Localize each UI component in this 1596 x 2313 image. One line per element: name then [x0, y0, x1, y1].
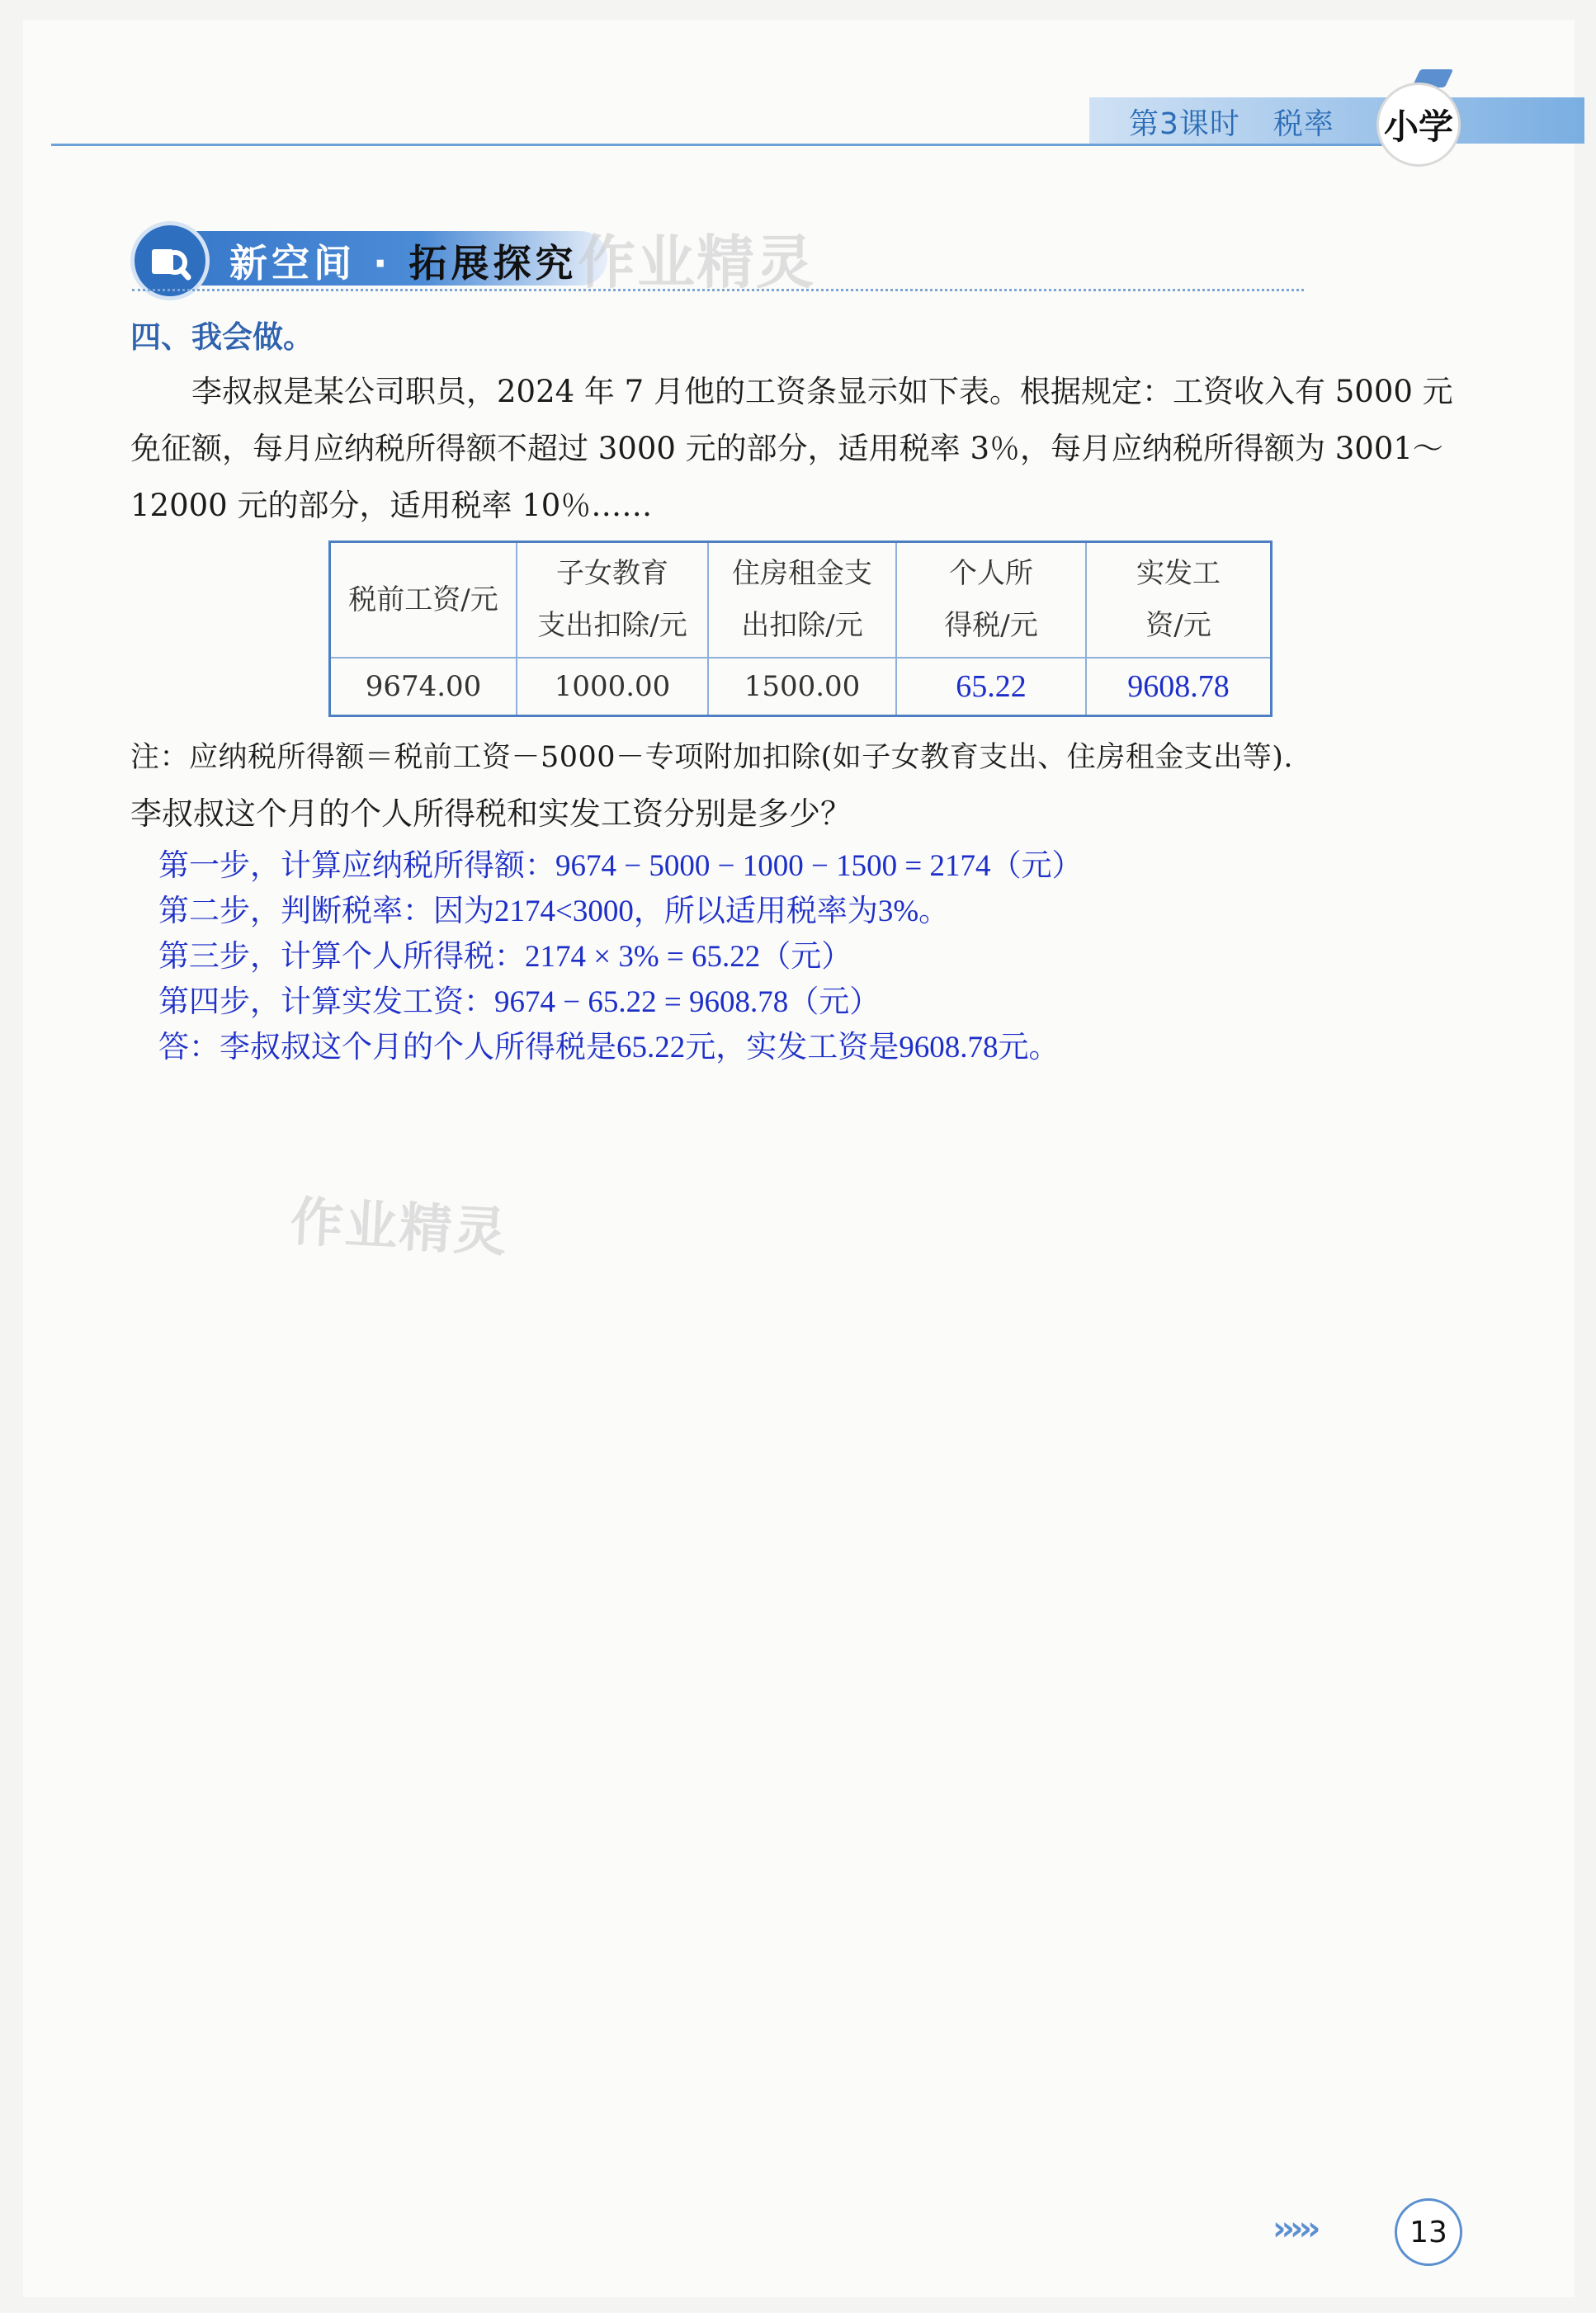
page	[23, 20, 1575, 2297]
cell-pretax: 9674.00	[330, 658, 517, 716]
paragraph-line: 免征额，每月应纳税所得额不超过 3000 元的部分，适用税率 3％，每月应纳税所得额为 3001～	[130, 431, 1443, 466]
table-row	[330, 658, 1272, 716]
solution-answer: 答：李叔叔这个月的个人所得税是65.22元，实发工资是9608.78元。	[158, 1031, 1060, 1064]
note-text: 注：应纳税所得额＝税前工资－5000－专项附加扣除(如子女教育支出、住房租金支出等).	[130, 741, 1294, 774]
paragraph-line: 李叔叔是某公司职员，2024 年 7 月他的工资条显示如下表。根据规定：工资收入有 5000 元	[191, 374, 1453, 409]
question-paragraph	[130, 363, 1484, 534]
question-prompt: 李叔叔这个月的个人所得税和实发工资分别是多少？	[130, 795, 852, 832]
cell-child-edu: 1000.00	[517, 658, 708, 716]
lesson-label: 第3课时	[1129, 107, 1240, 141]
cell-income-tax-answer: 65.22	[896, 658, 1086, 716]
watermark: 作业精灵	[288, 1192, 510, 1264]
level-badge: 小学	[1376, 83, 1461, 167]
solution-step: 第二步，判断税率：因为2174<3000，所以适用税率为3%。	[158, 895, 950, 928]
cell-net-salary-answer: 9608.78	[1086, 658, 1272, 716]
header-child-edu: 子女教育 支出扣除/元	[517, 542, 708, 658]
section-title	[229, 234, 578, 288]
section-title-sep: ·	[373, 241, 392, 286]
header-rent: 住房租金支 出扣除/元	[708, 542, 896, 658]
question-title: 四、我会做。	[130, 319, 314, 355]
chevrons-icon: ›››››	[1273, 2210, 1316, 2248]
header-rule	[51, 144, 1454, 146]
page-number: 13	[1395, 2198, 1462, 2266]
topic-label: 税率	[1273, 107, 1334, 141]
solution-step: 第四步，计算实发工资：9674 − 65.22 = 9608.78（元）	[158, 985, 881, 1019]
solution-step: 第三步，计算个人所得税：2174 × 3% = 65.22（元）	[158, 940, 852, 974]
section-title-part1: 新空间	[229, 241, 356, 286]
header-income-tax: 个人所 得税/元	[896, 542, 1086, 658]
table-header-row	[330, 542, 1272, 658]
salary-table	[328, 540, 1273, 717]
header-net-salary: 实发工 资/元	[1086, 542, 1272, 658]
section-title-part2: 拓展探究	[408, 241, 578, 286]
solution-step: 第一步，计算应纳税所得额：9674 − 5000 − 1000 − 1500 = 2174（元）	[158, 849, 1083, 883]
cell-rent: 1500.00	[708, 658, 896, 716]
dotted-divider	[132, 289, 1304, 291]
paragraph-line: 12000 元的部分，适用税率 10％……	[130, 488, 653, 523]
watermark: 作业精灵	[578, 229, 815, 296]
solution-block	[158, 843, 1082, 1070]
header-title	[1129, 101, 1334, 143]
header-pretax: 税前工资/元	[330, 542, 517, 658]
